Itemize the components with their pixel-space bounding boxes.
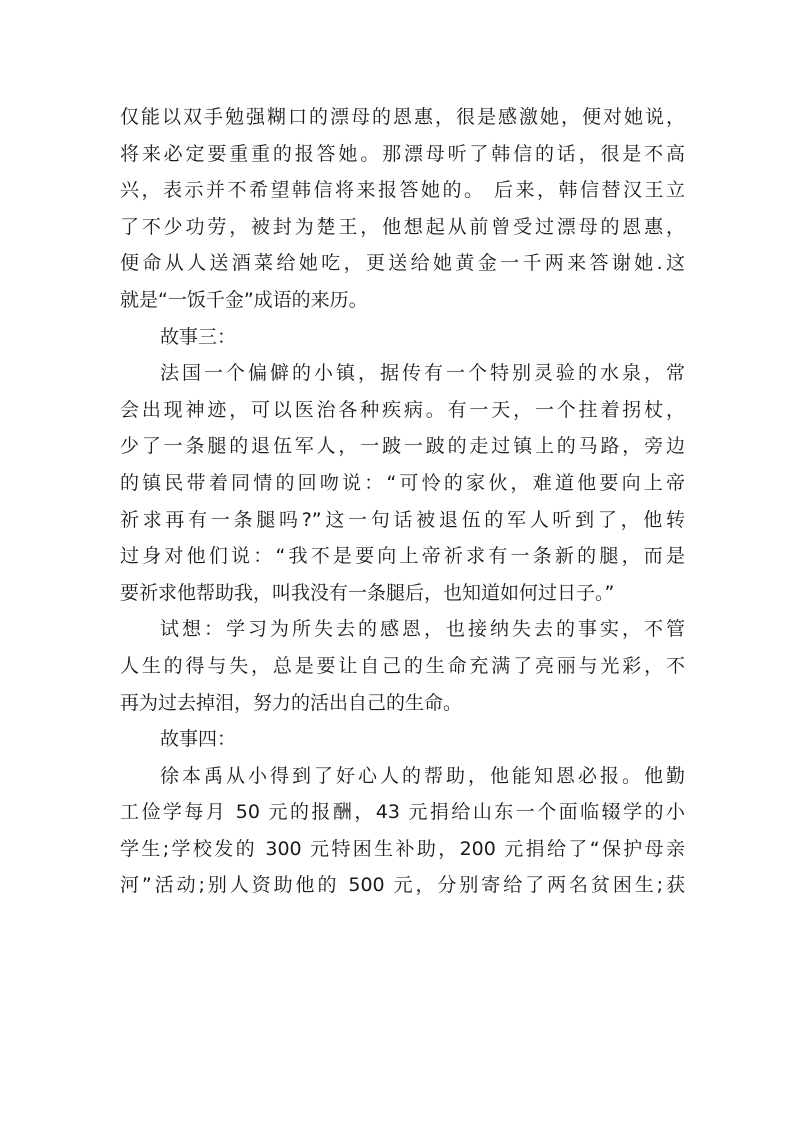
text-line: 祈求再有一条腿吗?”这一句话被退伍的军人听到了，他转	[120, 508, 685, 531]
text-line: 会出现神迹，可以医治各种疾病。有一天，一个拄着拐杖，	[120, 398, 685, 421]
text-line: 了不少功劳，被封为楚王，他想起从前曾受过漂母的恩惠，	[120, 215, 685, 238]
text-line: 的镇民带着同情的回吻说：“可怜的家伙，难道他要向上帝	[120, 471, 685, 494]
section-heading: 故事四：	[160, 728, 237, 751]
section-heading: 故事三：	[160, 325, 237, 348]
text-line: 再为过去掉泪，努力的活出自己的生命。	[120, 691, 463, 714]
text-line: 少了一条腿的退伍军人，一跛一跛的走过镇上的马路，旁边	[120, 435, 685, 458]
text-line: 工俭学每月 50 元的报酬，43 元捐给山东一个面临辍学的小	[120, 801, 685, 824]
text-line: 要祈求他帮助我，叫我没有一条腿后，也知道如何过日子。”	[120, 581, 615, 604]
text-line: 过身对他们说：“我不是要向上帝祈求有一条新的腿，而是	[120, 545, 685, 568]
paragraph-first-line: 试想：学习为所失去的感恩，也接纳失去的事实，不管	[160, 618, 685, 641]
text-line: 仅能以双手勉强糊口的漂母的恩惠，很是感激她，便对她说，	[120, 106, 685, 128]
text-line: 学生;学校发的 300 元特困生补助，200 元捐给了“保护母亲	[120, 837, 685, 860]
text-line: 人生的得与失，总是要让自己的生命充满了亮丽与光彩，不	[120, 654, 685, 677]
text-line: 就是“一饭千金”成语的来历。	[120, 288, 368, 311]
paragraph-first-line: 徐本禹从小得到了好心人的帮助，他能知恩必报。他勤	[160, 764, 685, 787]
text-line: 便命从人送酒菜给她吃，更送给她黄金一千两来答谢她.这	[120, 252, 685, 275]
text-line: 兴，表示并不希望韩信将来报答她的。 后来，韩信替汉王立	[120, 179, 685, 202]
text-line: 河”活动;别人资助他的 500 元，分别寄给了两名贫困生;获	[120, 874, 685, 897]
document-body	[120, 99, 685, 904]
text-line: 将来必定要重重的报答她。那漂母听了韩信的话，很是不高	[120, 142, 685, 165]
paragraph-first-line: 法国一个偏僻的小镇，据传有一个特别灵验的水泉，常	[160, 362, 685, 385]
